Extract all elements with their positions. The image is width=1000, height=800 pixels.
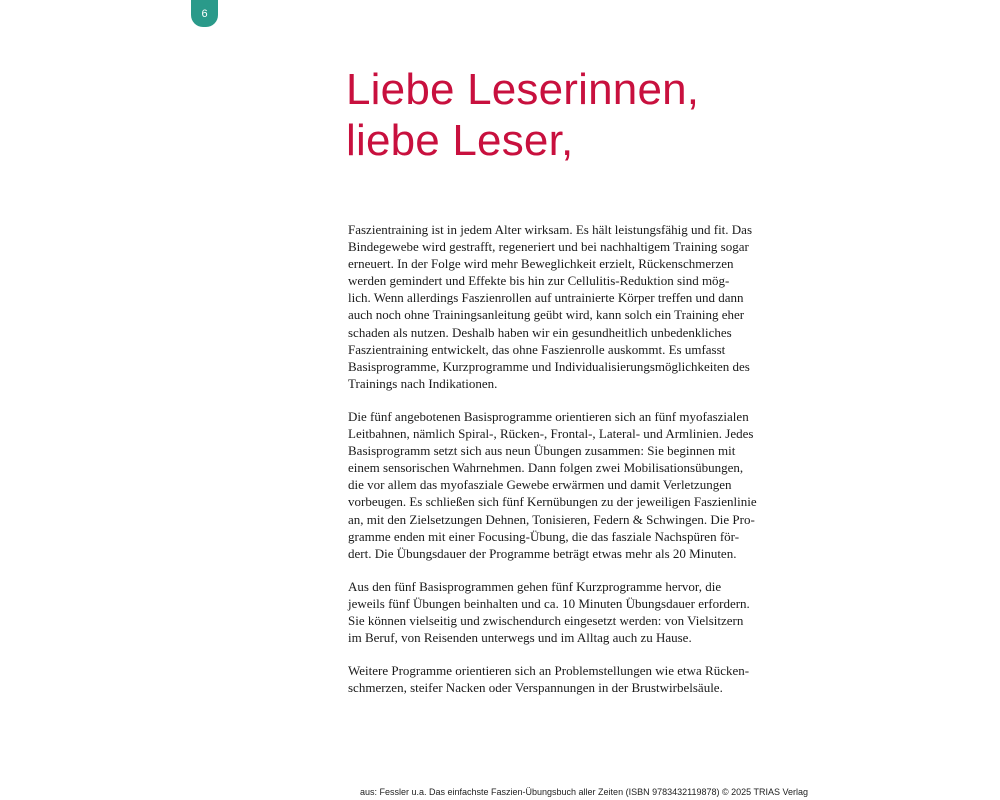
text-line: Aus den fünf Basisprogrammen gehen fünf Kurzprogramme hervor, die [348,578,722,594]
text-line: im Beruf, von Reisenden unterwegs und im Alltag auch zu Hause. [348,630,692,646]
paragraph-3 [348,578,766,646]
heading-line: Liebe Leserinnen, [346,65,700,114]
copyright-footer: aus: Fessler u.a. Das einfachste Faszien-Übungsbuch aller Zeiten (ISBN 9783432119878) © 2025 TRIAS Verlag [359,787,808,797]
text-line: dert. Die Übungsdauer der Programme beträgt etwas mehr als 20 Minuten. [348,545,737,561]
text-line: lich. Wenn allerdings Faszienrollen auf untrainierte Körper treffen und dann [348,290,744,306]
page-number-badge [191,0,218,27]
body-text [348,221,766,696]
text-line: Faszientraining entwickelt, das ohne Faszienrolle auskommt. Es umfasst [348,341,726,357]
paragraph-2 [348,408,766,562]
text-line: an, mit den Zielsetzungen Dehnen, Tonisieren, Federn & Schwingen. Die Pro- [348,511,755,527]
text-line: auch noch ohne Trainingsanleitung geübt wird, kann solch ein Training eher [348,307,745,323]
text-line: einem sensorischen Wahrnehmen. Dann folgen zwei Mobilisationsübungen, [348,460,744,476]
page-heading [346,64,906,166]
paragraph-4 [348,662,766,696]
page-number: 6 [201,7,208,20]
text-line: Trainings nach Indikationen. [348,375,498,391]
text-line: Leitbahnen, nämlich Spiral-, Rücken-, Frontal-, Lateral- und Armlinien. Jedes [348,426,754,442]
text-line: Bindegewebe wird gestrafft, regeneriert und bei nachhaltigem Training sogar [348,239,749,255]
text-line: die vor allem das myofasziale Gewebe erwärmen und damit Verletzungen [348,477,732,493]
text-line: Faszientraining ist in jedem Alter wirksam. Es hält leistungsfähig und fit. Das [348,222,753,237]
text-line: Basisprogramme, Kurzprogramme und Individualisierungsmöglichkeiten des [348,358,750,374]
text-line: Basisprogramm setzt sich aus neun Übungen zusammen: Sie beginnen mit [348,443,736,459]
text-line: werden gemindert und Effekte bis hin zur Cellulitis-Reduktion sind mög- [348,273,730,289]
text-line: gramme enden mit einer Focusing-Übung, die das fasziale Nachspüren för- [348,528,740,544]
text-line: schmerzen, steifer Nacken oder Verspannungen in der Brustwirbelsäule. [348,680,723,696]
text-line: Sie können vielseitig und zwischendurch eingesetzt werden: von Vielsitzern [348,612,744,628]
text-line: Die fünf angebotenen Basisprogramme orientieren sich an fünf myofaszialen [348,408,749,424]
text-line: vorbeugen. Es schließen sich fünf Kernübungen zu der jeweiligen Faszienlinie [348,494,757,510]
paragraph-1 [348,221,766,392]
text-line: schaden als nutzen. Deshalb haben wir ein gesundheitlich unbedenkliches [348,324,732,340]
heading-line: liebe Leser, [346,116,574,165]
text-line: erneuert. In der Folge wird mehr Beweglichkeit erzielt, Rückenschmerzen [348,256,734,272]
text-line: Weitere Programme orientieren sich an Problemstellungen wie etwa Rücken- [348,663,750,679]
text-line: jeweils fünf Übungen beinhalten und ca. 10 Minuten Übungsdauer erfordern. [348,595,750,611]
